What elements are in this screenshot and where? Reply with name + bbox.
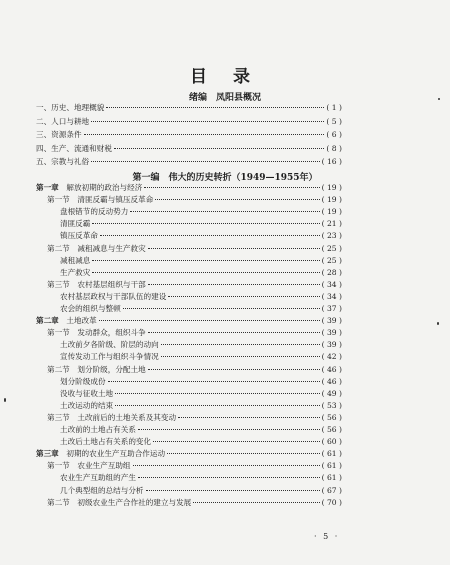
toc-entry-number: 第一节 xyxy=(47,328,70,338)
toc-entry xyxy=(36,157,342,167)
toc-entry xyxy=(47,195,342,205)
toc-entry xyxy=(60,377,342,387)
page-number: · 5 · xyxy=(314,532,340,541)
toc-entry-number: 第三章 xyxy=(36,449,59,459)
toc-entry-page: ( 1 ) xyxy=(326,103,342,112)
toc-entry-page: ( 37 ) xyxy=(321,304,342,313)
toc-entry-page: ( 5 ) xyxy=(326,116,342,126)
toc-entry-page: ( 21 ) xyxy=(321,219,342,229)
dot-leader xyxy=(123,308,320,309)
toc-entry-number: 第一节 xyxy=(47,461,70,471)
toc-entry-page: ( 19 ) xyxy=(321,207,342,217)
toc-entry-label: 初期的农业生产互助合作运动 xyxy=(66,449,166,459)
toc-entry xyxy=(60,256,342,266)
dot-leader xyxy=(106,107,324,108)
toc-entry-label: 清匪反霸与镇压反革命 xyxy=(77,195,154,205)
toc-entry-label: 三、资源条件 xyxy=(36,130,82,139)
toc-entry xyxy=(47,461,342,471)
scan-speck xyxy=(438,98,440,100)
toc-entry-label: 减租减息 xyxy=(60,255,91,265)
part1-heading: 第一编 伟大的历史转折（1949—1955年） xyxy=(132,173,318,183)
dot-leader xyxy=(138,477,320,478)
toc-entry-label: 土改运动的结束 xyxy=(60,400,114,410)
toc-entry xyxy=(47,498,342,508)
toc-entry-label: 减租减息与生产救灾 xyxy=(77,243,146,253)
toc-entry xyxy=(47,280,342,290)
scan-speck xyxy=(437,322,439,325)
dot-leader xyxy=(115,405,319,406)
dot-leader xyxy=(138,429,320,430)
toc-entry-label: 二、人口与耕地 xyxy=(36,116,90,126)
toc-entry-page: ( 25 ) xyxy=(321,243,342,253)
dot-leader xyxy=(84,134,325,135)
dot-leader xyxy=(148,369,320,370)
toc-entry xyxy=(60,292,342,302)
toc-entry xyxy=(60,207,342,217)
scan-speck xyxy=(4,398,6,402)
dot-leader xyxy=(148,284,320,285)
dot-leader xyxy=(144,187,319,188)
toc-entry-label: 盘根错节的反动势力 xyxy=(60,207,129,217)
dot-leader xyxy=(193,502,319,503)
toc-entry-label: 初级农业生产合作社的建立与发展 xyxy=(77,497,192,507)
toc-entry xyxy=(47,328,342,338)
dot-leader xyxy=(91,161,319,162)
toc-entry-label: 农业生产互助组 xyxy=(77,461,131,471)
dot-leader xyxy=(130,211,319,212)
toc-entry xyxy=(60,219,342,229)
dot-leader xyxy=(115,393,319,394)
dot-leader xyxy=(108,381,320,382)
toc-entry xyxy=(36,103,342,113)
dot-leader xyxy=(146,490,320,491)
dot-leader xyxy=(100,235,320,236)
toc-entry-page: ( 19 ) xyxy=(321,195,342,205)
dot-leader xyxy=(153,441,319,442)
dot-leader xyxy=(92,272,319,273)
toc-entry-number: 第二节 xyxy=(47,364,70,374)
toc-entry-page: ( 34 ) xyxy=(321,291,342,301)
toc-entry-page: ( 61 ) xyxy=(321,461,342,471)
toc-entry xyxy=(60,437,342,447)
toc-entry xyxy=(36,130,342,140)
toc-entry-page: ( 23 ) xyxy=(321,231,342,241)
toc-entry-page: ( 61 ) xyxy=(321,473,342,483)
toc-entry xyxy=(60,352,342,362)
toc-entry-label: 土改前后的土地关系及其变动 xyxy=(77,412,177,422)
toc-entry xyxy=(47,244,342,254)
toc-entry-label: 土改后土地占有关系的变化 xyxy=(60,437,152,447)
toc-entry xyxy=(60,473,342,483)
toc-entry-label: 农村基层组织与干部 xyxy=(77,279,146,289)
toc-entry-page: ( 39 ) xyxy=(321,340,342,350)
toc-entry-label: 生产救灾 xyxy=(60,267,91,277)
toc-entry-label: 宣传发动工作与组织斗争情况 xyxy=(60,352,159,362)
toc-entry-page: ( 60 ) xyxy=(321,437,342,447)
toc-entry-page: ( 34 ) xyxy=(321,279,342,289)
dot-leader xyxy=(91,121,324,122)
toc-entry-page: ( 67 ) xyxy=(321,485,342,495)
toc-entry-number: 第三节 xyxy=(47,279,70,289)
toc-entry xyxy=(60,231,342,241)
toc-entry-page: ( 56 ) xyxy=(321,425,342,434)
dot-leader xyxy=(133,465,320,466)
toc-entry xyxy=(60,401,342,411)
page-title: 目 录 xyxy=(190,67,260,87)
toc-entry-page: ( 6 ) xyxy=(326,130,342,139)
dot-leader xyxy=(178,417,319,418)
toc-entry-page: ( 28 ) xyxy=(321,267,342,277)
toc-entry-number: 第二章 xyxy=(36,316,59,326)
toc-entry-label: 土改前夕各阶级、阶层的动向 xyxy=(60,340,159,350)
toc-entry-label: 解放初期的政治与经济 xyxy=(66,183,143,192)
toc-entry xyxy=(36,183,342,193)
toc-entry-label: 镇压反革命 xyxy=(60,231,98,241)
dot-leader xyxy=(161,356,320,357)
dot-leader xyxy=(161,344,320,345)
toc-entry xyxy=(36,316,342,326)
toc-entry-page: ( 46 ) xyxy=(321,364,342,374)
toc-entry xyxy=(60,304,342,314)
dot-leader xyxy=(114,148,324,149)
toc-entry-label: 四、生产、流通和财税 xyxy=(36,143,112,153)
toc-entry-label: 几个典型组的总结与分析 xyxy=(60,485,144,495)
toc-entry-label: 农村基层政权与干部队伍的建设 xyxy=(60,291,167,301)
toc-entry xyxy=(60,340,342,350)
toc-entry-label: 土改前的土地占有关系 xyxy=(60,425,136,434)
toc-entry-number: 第一章 xyxy=(36,183,59,192)
toc-entry-label: 土地改革 xyxy=(66,316,97,326)
toc-entry-label: 没收与征收土地 xyxy=(60,388,114,398)
toc-entry-page: ( 39 ) xyxy=(321,328,342,338)
toc-entry-page: ( 39 ) xyxy=(321,316,342,326)
toc-entry-page: ( 42 ) xyxy=(321,352,342,362)
dot-leader xyxy=(168,296,319,297)
toc-entry-label: 发动群众，组织斗争 xyxy=(77,328,146,338)
intro-heading: 绪编 凤阳县概况 xyxy=(188,93,261,103)
toc-entry-page: ( 49 ) xyxy=(321,388,342,398)
toc-entry xyxy=(60,389,342,399)
dot-leader xyxy=(148,248,320,249)
toc-entry xyxy=(36,449,342,459)
toc-entry-page: ( 61 ) xyxy=(321,449,342,459)
toc-entry xyxy=(47,413,342,423)
toc-entry-label: 一、历史、地理概貌 xyxy=(36,103,105,112)
dot-leader xyxy=(92,260,319,261)
dot-leader xyxy=(167,453,319,454)
toc-entry-label: 划分阶级，分配土地 xyxy=(77,364,146,374)
toc-entry-label: 农会的组织与整顿 xyxy=(60,304,121,313)
toc-entry-page: ( 19 ) xyxy=(321,183,342,192)
dot-leader xyxy=(99,320,320,321)
toc-entry xyxy=(60,486,342,496)
dot-leader xyxy=(155,199,319,200)
dot-leader xyxy=(92,223,319,224)
toc-entry-page: ( 46 ) xyxy=(321,376,342,386)
toc-entry-label: 划分阶级成份 xyxy=(60,376,106,386)
toc-entry-number: 第一节 xyxy=(47,195,70,205)
toc-entry xyxy=(60,425,342,435)
toc-entry-page: ( 16 ) xyxy=(321,157,342,166)
toc-entry-label: 农业生产互助组的产生 xyxy=(60,473,136,483)
toc-entry-page: ( 25 ) xyxy=(321,255,342,265)
toc-entry-number: 第二节 xyxy=(47,497,70,507)
toc-entry-page: ( 56 ) xyxy=(321,412,342,422)
toc-entry xyxy=(36,144,342,154)
toc-entry-label: 清匪反霸 xyxy=(60,219,91,229)
toc-entry-page: ( 8 ) xyxy=(326,143,342,153)
toc-entry-page: ( 70 ) xyxy=(321,497,342,507)
toc-entry-number: 第三节 xyxy=(47,412,70,422)
toc-entry xyxy=(60,268,342,278)
toc-entry-label: 五、宗教与礼俗 xyxy=(36,157,90,166)
toc-entry-number: 第二节 xyxy=(47,243,70,253)
toc-entry-page: ( 53 ) xyxy=(321,400,342,410)
dot-leader xyxy=(148,332,320,333)
toc-entry xyxy=(47,365,342,375)
toc-entry xyxy=(36,117,342,127)
